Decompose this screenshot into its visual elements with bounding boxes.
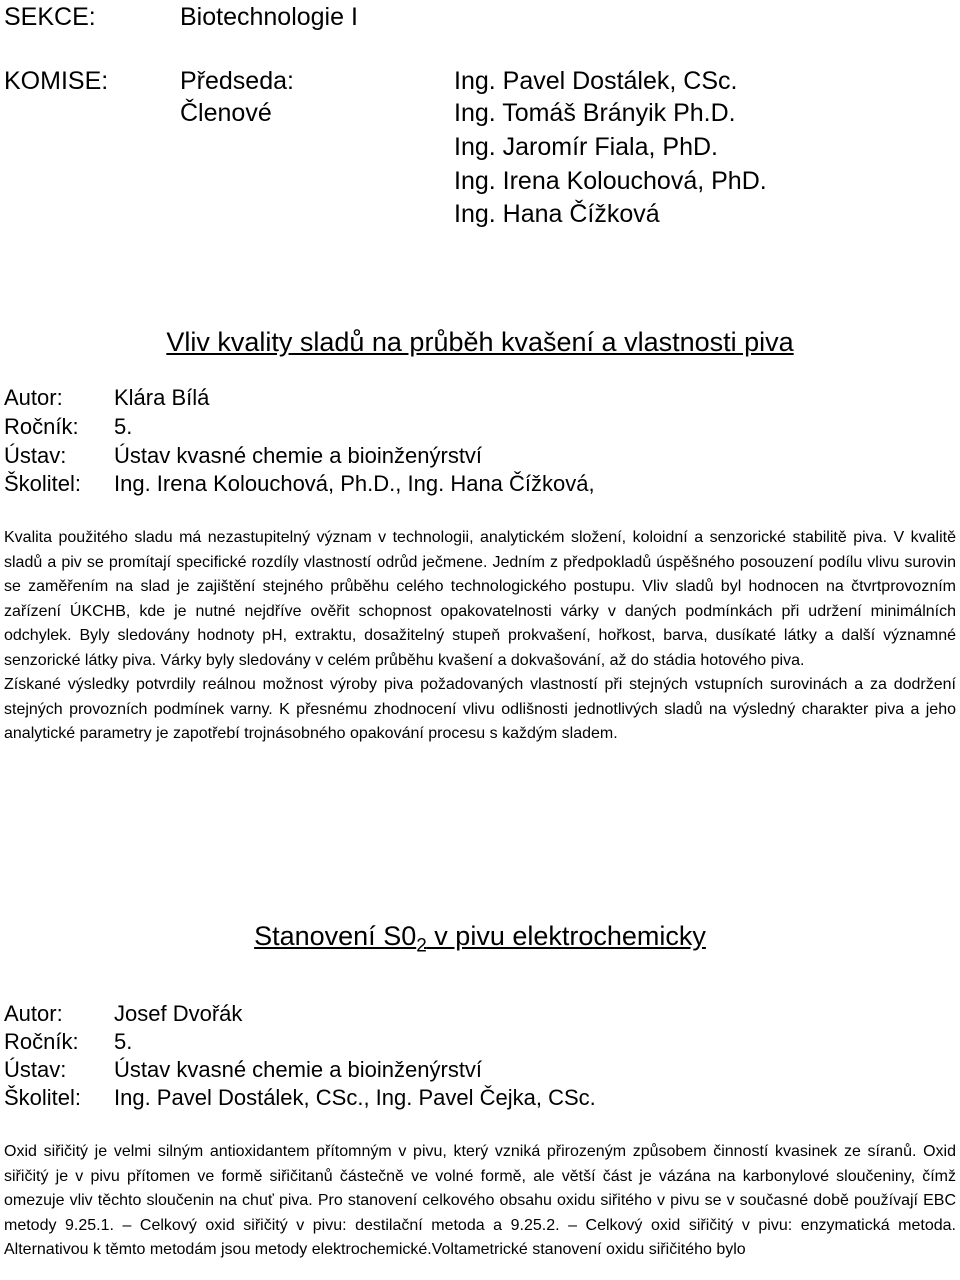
article1-title: Vliv kvality sladů na průběh kvašení a vlastnosti piva [166,327,794,357]
supervisor-value: Ing. Irena Kolouchová, Ph.D., Ing. Hana Čížková, [114,471,595,496]
institute-label: Ústav: [4,443,67,468]
year-label: Ročník: [4,1029,79,1054]
member-3: Ing. Irena Kolouchová, PhD. [454,167,767,195]
article2-title-subscript: 2 [416,935,427,957]
predseda-label: Předseda: [180,67,294,95]
article2-title [0,920,960,962]
supervisor-label: Školitel: [4,471,82,496]
article1-paragraph-1: Kvalita použitého sladu má nezastupitelný význam v technologii, analytickém složení, koloidní a senzorické stabilitě piva. V kvalitě sladů a piv se promítají specifické rozdíly vlastností odrůd ječmene. Jedním z předpokladů úspěšného posouzení podílu vlivu surovin se zaměřením na slad je zajištění stejného průběhu celého technologického postupu. Vliv sladů byl hodnocen na čtvrtprovozním zařízení ÚKCHB, kde je nutné nejdříve ověřit schopnost opakovatelnosti várky v daných podmínkách při udržení minimálních odchylek. Byly sledovány hodnoty pH, extraktu, dosažitelný stupeň prokvašení, hořkost, barva, dusíkaté látky a další významné senzorické látky piva. Várky byly sledovány v celém průběhu kvašení a dokvašování, až do stádia hotového piva. [4,529,956,669]
sekce-label: SEKCE: [4,3,96,31]
member-4: Ing. Hana Čížková [454,200,660,228]
year-label: Ročník: [4,414,79,439]
komise-label: KOMISE: [4,67,109,95]
article2-title-rest: v pivu elektrochemicky [426,921,706,951]
article2-abstract [4,1140,956,1263]
member-2: Ing. Jaromír Fiala, PhD. [454,133,718,161]
supervisor-value: Ing. Pavel Dostálek, CSc., Ing. Pavel Čejka, CSc. [114,1085,596,1110]
institute-label: Ústav: [4,1057,67,1082]
predseda-name: Ing. Pavel Dostálek, CSc. [454,67,738,95]
author-label: Autor: [4,1001,63,1026]
article1-abstract [4,526,956,747]
author-name: Josef Dvořák [114,1001,243,1026]
institute-value: Ústav kvasné chemie a bioinženýrství [114,443,483,468]
year-value: 5. [114,1029,133,1054]
institute-value: Ústav kvasné chemie a bioinženýrství [114,1057,483,1082]
supervisor-label: Školitel: [4,1085,82,1110]
member-1: Ing. Tomáš Brányik Ph.D. [454,99,736,127]
article1-paragraph-2: Získané výsledky potvrdily reálnou možnost výroby piva požadovaných vlastností při stejných vstupních surovinách a za dodržení stejných provozních podmínek varny. K přesnému zhodnocení vlivu odlišnosti jednotlivých sladů na výsledný charakter piva a jeho analytické parametry je zapotřebí trojnásobného opakování procesu s každým sladem. [4,676,956,742]
author-name: Klára Bílá [114,385,210,410]
sekce-value: Biotechnologie I [180,3,358,31]
year-value: 5. [114,414,133,439]
article2-paragraph-1: Oxid siřičitý je velmi silným antioxidantem přítomným v pivu, který vzniká přirozeným způsobem činností kvasinek ze síranů. Oxid siřičitý je v pivu přítomen ve formě siřičitanů částečně ve volné formě, ale větší část je vázána na karbonylové sloučeniny, čímž omezuje vliv těchto sloučenin na chuť piva. Pro stanovení celkového obsahu oxidu siřitého v pivu se v současné době používají EBC metody 9.25.1. – Celkový oxid siřičitý v pivu: destilační metoda a 9.25.2. – Celkový oxid siřičitý v pivu: enzymatická metoda. Alternativou k těmto metodám jsou metody elektrochemické.Voltametrické stanovení oxidu siřičitého bylo [4,1143,956,1258]
clenove-label: Členové [180,99,272,127]
author-label: Autor: [4,385,63,410]
article2-title-main: Stanovení S0 [254,921,417,951]
